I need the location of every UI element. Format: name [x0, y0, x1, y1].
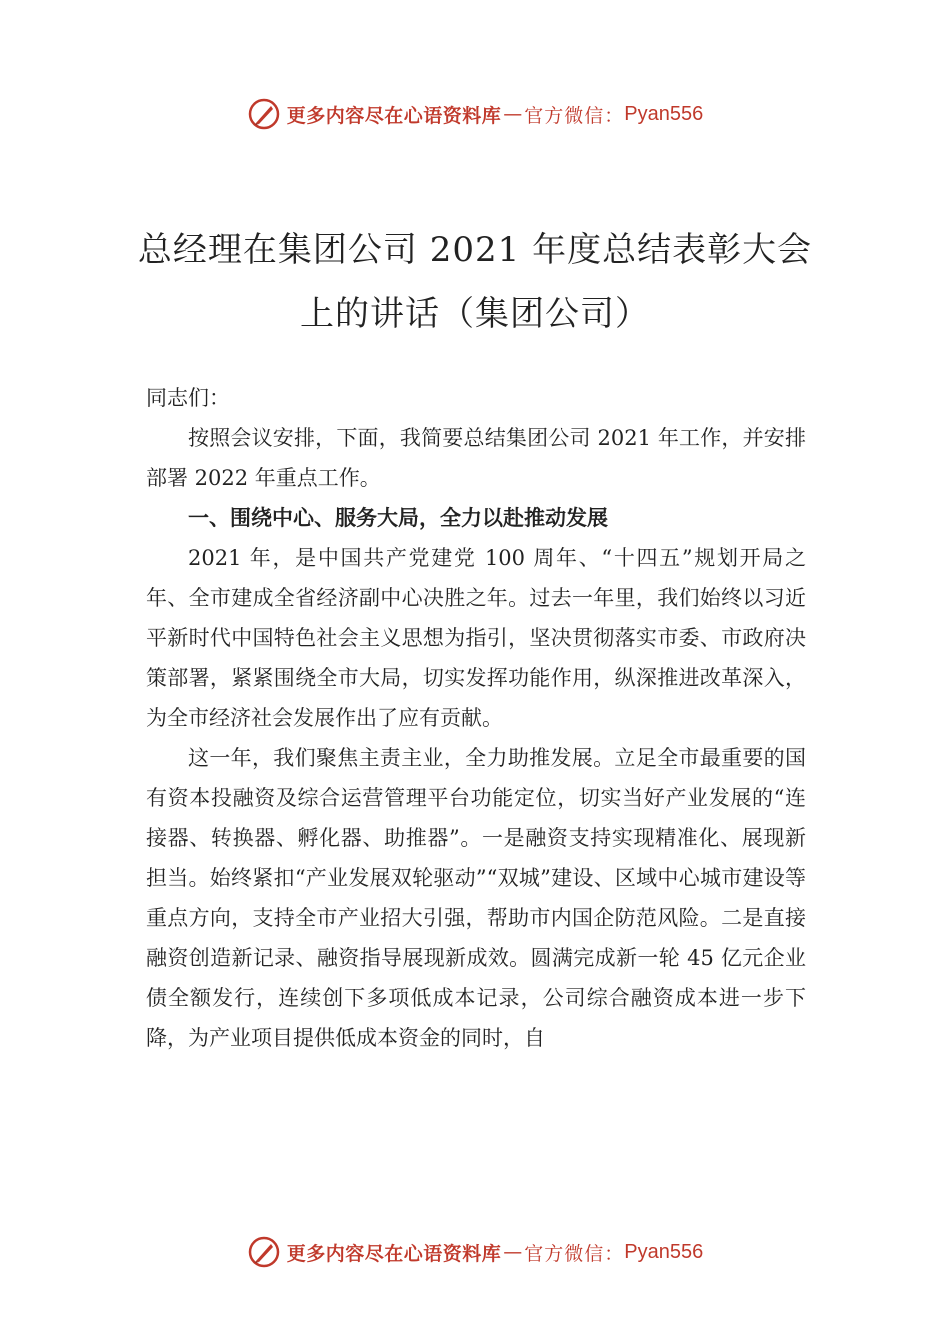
quill-logo-icon — [247, 1235, 281, 1269]
footer-watermark-banner — [0, 1230, 950, 1274]
document-body — [146, 378, 806, 1058]
paragraph-intro: 按照会议安排，下面，我简要总结集团公司 2021 年工作，并安排部署 2022 年重点工作。 — [146, 426, 806, 490]
banner-dash: — — [503, 1241, 523, 1263]
section-heading: 一、围绕中心、服务大局，全力以赴推动发展 — [188, 506, 608, 530]
header-watermark-banner — [0, 92, 950, 136]
salutation: 同志们： — [146, 386, 230, 410]
title-line-1: 总经理在集团公司 2021 年度总结表彰大会 — [137, 230, 813, 270]
banner-wechat-label: 官方微信： — [524, 104, 625, 127]
banner-text: 更多内容尽在心语资料库 — [286, 104, 502, 127]
banner-dash: — — [503, 103, 523, 125]
document-title — [0, 218, 950, 346]
banner-wechat-id: Pyan556 — [624, 102, 704, 125]
title-line-2: 上的讲话（集团公司） — [300, 294, 650, 334]
paragraph-achievements: 这一年，我们聚焦主责主业，全力助推发展。立足全市最重要的国有资本投融资及综合运营管理平台功能定位，切实当好产业发展的“连接器、转换器、孵化器、助推器”。一是融资支持实现精准化、展现新担当。始终紧扣“产业发展双轮驱动”“双城”建设、区域中心城市建设等重点方向，支持全市产业招大引强，帮助市内国企防范风险。二是直接融资创造新记录、融资指导展现新成效。圆满完成新一轮 45 亿元企业债全额发行，连续创下多项低成本记录，公司综合融资成本进一步下降，为产业项目提供低成本资金的同时，自 — [146, 746, 806, 1050]
paragraph-overview: 2021 年，是中国共产党建党 100 周年、“十四五”规划开局之年、全市建成全省经济副中心决胜之年。过去一年里，我们始终以习近平新时代中国特色社会主义思想为指引，坚决贯彻落实市委、市政府决策部署，紧紧围绕全市大局，切实发挥功能作用，纵深推进改革深入，为全市经济社会发展作出了应有贡献。 — [146, 546, 806, 730]
quill-logo-icon — [247, 97, 281, 131]
banner-wechat-id: Pyan556 — [624, 1240, 704, 1263]
banner-text: 更多内容尽在心语资料库 — [286, 1242, 502, 1265]
banner-wechat-label: 官方微信： — [524, 1242, 625, 1265]
